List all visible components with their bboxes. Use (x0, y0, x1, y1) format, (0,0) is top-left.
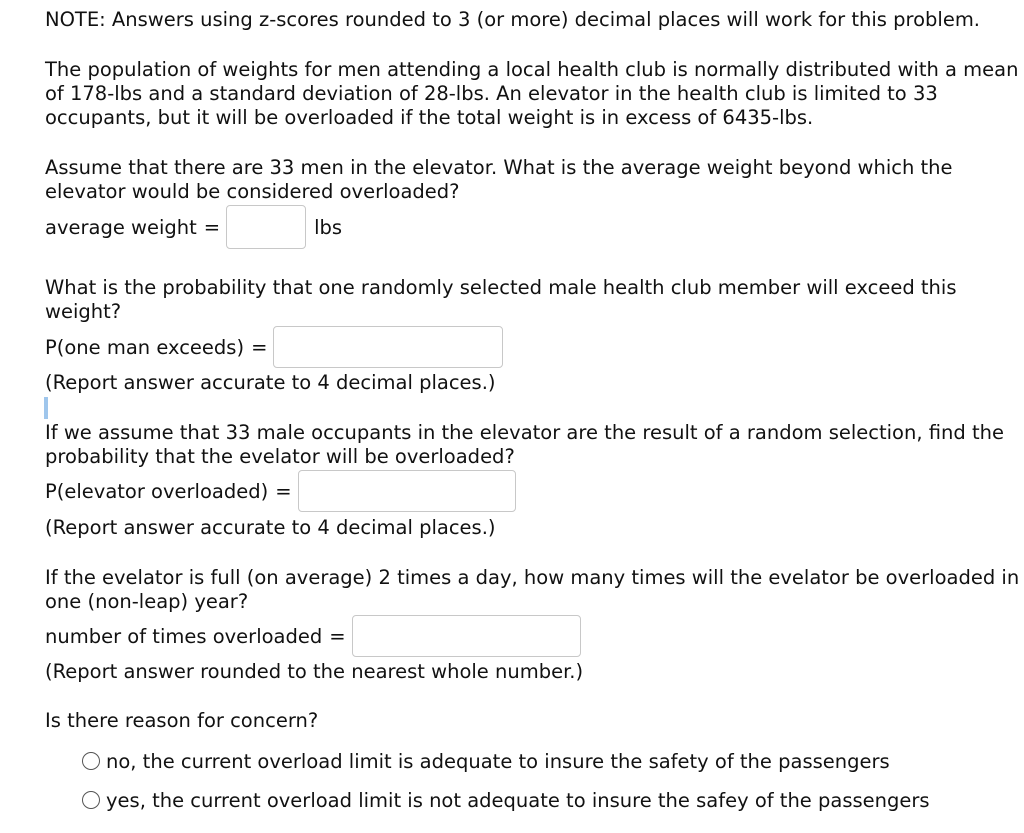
q4-answer-row (45, 615, 581, 657)
option-no-radio[interactable] (82, 752, 100, 770)
q1-equals: = (203, 215, 221, 239)
note-text: NOTE: Answers using z-scores rounded to 3 (or more) decimal places will work for this problem. (45, 8, 981, 31)
q2-label: P(one man exceeds) (45, 335, 245, 359)
text-cursor-mark (44, 397, 48, 419)
q1-question-line-2: elevator would be considered overloaded? (45, 180, 460, 203)
q4-question-line-2: one (non-leap) year? (45, 590, 249, 613)
number-of-times-overloaded-input[interactable] (352, 615, 581, 657)
problem-line-2: of 178-lbs and a standard deviation of 28-lbs. An elevator in the health club is limited to 33 (45, 82, 938, 105)
problem-line-3: occupants, but it will be overloaded if the total weight is in excess of 6435-lbs. (45, 106, 814, 129)
option-no-label[interactable]: no, the current overload limit is adequate to insure the safety of the passengers (106, 749, 890, 773)
p-elevator-overloaded-input[interactable] (298, 470, 516, 512)
q2-equals: = (251, 335, 268, 359)
q3-equals: = (275, 479, 292, 503)
q4-question-line-1: If the evelator is full (on average) 2 times a day, how many times will the evelator be overloaded in (45, 566, 1020, 589)
q3-answer-row (45, 470, 516, 512)
q1-question-line-1: Assume that there are 33 men in the elevator. What is the average weight beyond which the (45, 156, 953, 179)
option-yes-radio[interactable] (82, 791, 100, 809)
q2-note: (Report answer accurate to 4 decimal places.) (45, 371, 496, 394)
p-one-man-exceeds-input[interactable] (273, 326, 503, 368)
q4-note: (Report answer rounded to the nearest whole number.) (45, 660, 584, 683)
q3-note: (Report answer accurate to 4 decimal places.) (45, 516, 496, 539)
q2-question-line-1: What is the probability that one randomly selected male health club member will exceed this (45, 276, 957, 299)
q2-question-line-2: weight? (45, 300, 122, 323)
option-yes-label[interactable]: yes, the current overload limit is not adequate to insure the safey of the passengers (106, 788, 930, 812)
problem-line-1: The population of weights for men attending a local health club is normally distributed with a mean (45, 58, 1019, 81)
q2-answer-row (45, 326, 503, 368)
q1-answer-row (45, 205, 342, 249)
q4-equals: = (329, 624, 346, 648)
q3-question-line-1: If we assume that 33 male occupants in the elevator are the result of a random selection, find the (45, 421, 1004, 444)
option-yes[interactable] (82, 788, 930, 812)
q3-label: P(elevator overloaded) (45, 479, 269, 503)
option-no[interactable] (82, 749, 890, 773)
average-weight-input[interactable] (226, 205, 306, 249)
q1-label: average weight (45, 215, 197, 239)
q3-question-line-2: probability that the evelator will be overloaded? (45, 445, 515, 468)
q1-unit: lbs (314, 215, 343, 239)
q4-label: number of times overloaded (45, 624, 323, 648)
q5-question: Is there reason for concern? (45, 709, 319, 732)
